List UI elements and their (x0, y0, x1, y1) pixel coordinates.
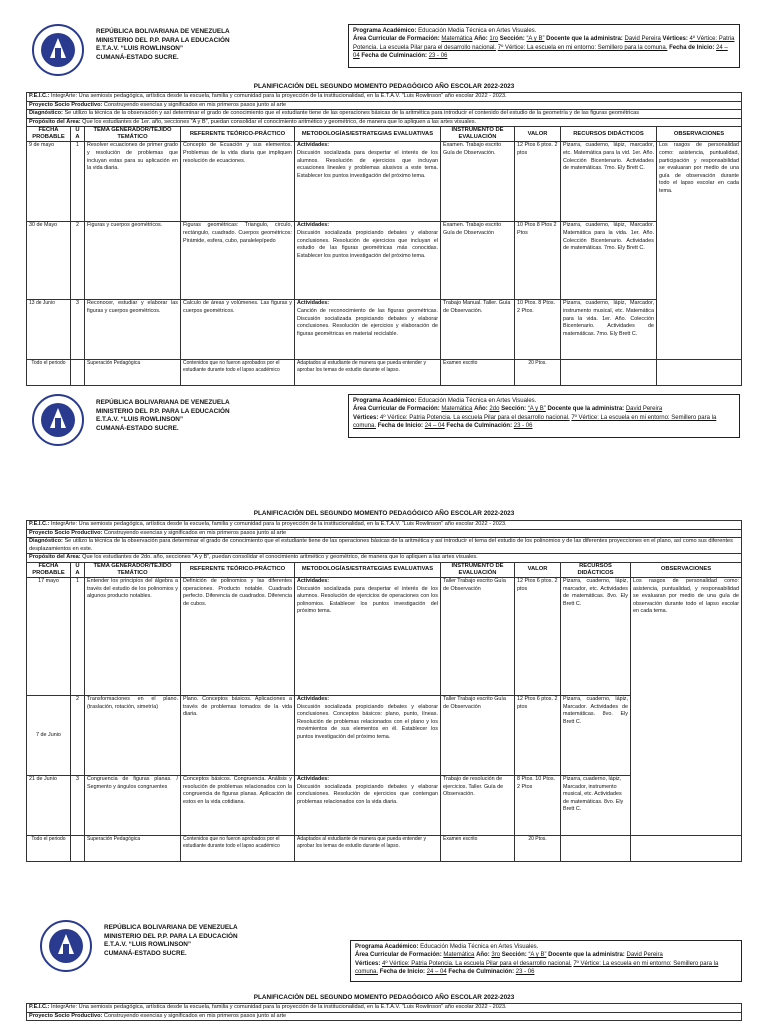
table-row (27, 93, 742, 102)
peic-label: P.E.I.C.: (29, 93, 50, 99)
table-row (27, 521, 742, 530)
table-row (27, 118, 742, 127)
sheet1-rows-0-ua: 1 (71, 142, 85, 222)
sheet1-rows-1-fecha: 30 de Mayo (27, 222, 71, 300)
header-vertex4: 4º Vértice: Patria Potencia. La escuela Pilar para el desarrollo nacional. (380, 414, 570, 421)
columns-ua: U A (71, 562, 85, 577)
psp-value: Construyendo esencias y significados en mis primeros pasos junto al arte (103, 101, 287, 108)
header-institution-2: E.T.A.V. “LUIS ROWLINSON” (104, 941, 192, 949)
sheet1-rows-3-inst: Examen escrito (441, 360, 515, 386)
table-row (27, 538, 742, 554)
header-section-value: “A y B” (527, 406, 546, 413)
header-institution-2: E.T.A.V. “LUIS ROWLINSON” (96, 416, 184, 424)
sheet2-rows-3-inst: Examen escrito (441, 835, 515, 861)
sheet2-rows-0-tema: Entender los principios del álgebra a través del estudio de los polinomios y algunos producto notables. (85, 577, 181, 695)
header-start-value: 24 – 04 (426, 969, 447, 976)
sheet1-rows-1-rec: Pizarra, cuaderno, lápiz, Marcador. Matemática para la vida. 1er. Año. Colección Bicentenario. Actividades de matemáticas. 7mo. Ely Brett C. (561, 222, 657, 300)
institution-line-1: REPÚBLICA BOLIVARIANA DE VENEZUELA (96, 28, 230, 35)
sheet1-rows-2-ref: Calculo de áreas y volúmenes. Las figuras y cuerpos geométricos. (181, 300, 295, 360)
header-institution-3: CUMANÁ-ESTADO SUCRE. (96, 424, 179, 432)
sheet2-rows-2-tema: Congruencia de figuras planas. / Segmento y ángulos congruentes (85, 775, 181, 835)
sheet3-year: 3ro (491, 952, 501, 959)
table-cell (295, 577, 441, 695)
header-vertices-label: Vértices: (662, 36, 688, 43)
columns-tema: TEMA GENERADOR/TEJIDO TEMÁTICO (85, 127, 181, 142)
header-area-value: Matemática (443, 952, 475, 959)
columns-tema: TEMA GENERADOR/TEJIDO TEMÁTICO (85, 562, 181, 577)
peic-value: IntegrArte: Una semiosis pedagógica, artística desde la escuela, familia y comunidad para la proyección de la institucionalidad, en la E.T.A.V. “Luis Rowlinson” año escolar 2022 - 2023. (50, 93, 507, 99)
sheet2-rows-0-met: Discusión socializada para despertar el interés de los alumnos. Resolución de ejercicios de operaciones con los polinomios. Establecer los puntos investigación del próximo tema. (297, 585, 438, 615)
table-cell (27, 101, 742, 110)
sheet2-rows-3-met: Adaptados al estudiante de manera que pueda entender y aprobar los temas de estudio durante el lapso. (295, 835, 441, 861)
plan-table-2 (26, 520, 742, 862)
institution-line-3: E.T.A.V. “LUIS ROWLINSON” (96, 45, 184, 53)
table-cell (27, 110, 742, 119)
institution-block (96, 399, 230, 433)
psp-value: Construyendo esencias y significados en mis primeros pasos junto al arte (103, 529, 287, 536)
table-cell (27, 554, 742, 563)
sheet1-rows-0-valor: 12 Ptos 6 ptos. 2 ptos (515, 142, 561, 222)
columns-ref: REFERENTE TEÓRICO-PRÁCTICO (181, 562, 295, 577)
sheet2-rows-2-met: Discusión socializada propiciando debates y elaborar conclusiones. Resolución de ejercicios que contengan problemas relacionados con la vida diaria. (297, 783, 438, 805)
header-program-value: Educación Media Técnica en Artes Visuales. (418, 28, 537, 34)
sheet2-rows-3-fecha: Todo el periodo (27, 835, 71, 861)
header-program-value: Educación Media Técnica en Artes Visuales. (420, 944, 539, 950)
table-row (27, 554, 742, 563)
sheet1-rows-0-tema: Resolver ecuaciones de primer grado y resolución de problemas que incluyan estas para su aplicación en la vida diaria. (85, 142, 181, 222)
institution-block (104, 924, 238, 958)
header-teacher-label: Docente que la administra: (548, 952, 625, 959)
header-institution-0: REPÚBLICA BOLIVARIANA DE VENEZUELA (96, 399, 230, 406)
program-box (348, 394, 740, 438)
columns-valor: VALOR (515, 127, 561, 142)
sheet2-rows-2-rec: Pizarra, cuaderno, lápiz, Marcador, instrumento musical, etc. Actividades de matemáticas. 8vo. Ely Brett C. (561, 775, 631, 835)
sheet2-rows-2-ref: Conceptos básicos. Congruencia. Análisis y resolución de problemas relacionados con la congruencia de figuras planas. Aplicación de estos en la vida cotidiana. (181, 775, 295, 835)
columns-obs: OBSERVACIONES (631, 562, 742, 577)
columns-met: METODOLOGÍAS/ESTRATEGIAS EVALUATIVAS (295, 562, 441, 577)
header-area-value: Matemática (441, 406, 473, 413)
header-end-label: Fecha de Culminación: (446, 423, 513, 430)
columns-fecha: FECHA PROBABLE (27, 562, 71, 577)
actividades-label: Actividades: (297, 695, 330, 702)
institution-block (96, 28, 230, 62)
sheet2-rows-1-tema: Transformaciones en el plano. (traslación, rotación, simetría) (85, 695, 181, 775)
header-section-value: “A y B” (526, 36, 545, 43)
columns-inst: INSTRUMENTO DE EVALUACIÓN (441, 562, 515, 577)
sheet2-rows-3-ref: Contenidos que no fueron aprobados por el estudiante durante todo el lapso académico (181, 835, 295, 861)
table-cell (27, 1012, 742, 1021)
header-institution-0: REPÚBLICA BOLIVARIANA DE VENEZUELA (104, 924, 238, 931)
header-vertex4: 4º Vértice: Patria Potencia. La escuela Pilar para el desarrollo nacional. (382, 960, 572, 967)
header-program-value: Educación Media Técnica en Artes Visuales. (418, 398, 537, 404)
diag-label: Diagnóstico: (29, 538, 63, 545)
sheet1-rows-3-ref: Contenidos que no fueron aprobados por el estudiante durante todo el lapso académico (181, 360, 295, 386)
sheet1-rows-3-fecha: Todo el periodo (27, 360, 71, 386)
header-area-label: Área Curricular de Formación: (353, 406, 440, 413)
header-end-label: Fecha de Culminación: (361, 53, 428, 60)
actividades-label: Actividades: (297, 577, 330, 584)
header-end-label: Fecha de Culminación: (448, 969, 515, 976)
header-start-label: Fecha de Inicio: (377, 423, 424, 430)
sheet2-rows-2-ua: 3 (71, 775, 85, 835)
school-logo-icon (40, 920, 92, 972)
table-cell (27, 521, 742, 530)
header-end-value: 23 - 06 (513, 423, 533, 430)
sheet1-rows-3-tema: Superación Pedagógica (85, 360, 181, 386)
header-section-value: “A y B” (528, 952, 547, 959)
sheet1-rows-0-ref: Concepto de Ecuación y sus elementos. Problemas de la vida diaria que impliquen resolución de ecuaciones. (181, 142, 295, 222)
table-row (27, 360, 742, 386)
sheet1-rows-1-ua: 2 (71, 222, 85, 300)
table-row (27, 1004, 742, 1013)
header-institution-3: CUMANÁ-ESTADO SUCRE. (104, 949, 187, 957)
sheet2-rows-0-ua: 1 (71, 577, 85, 695)
sheet2-rows-0-inst: Taller Trabajo escrito Guía de Observación (441, 577, 515, 695)
header-start-label: Fecha de Inicio: (379, 969, 426, 976)
sheet2-rows-0-valor: 12 Ptos 6 ptos. 2 ptos (515, 577, 561, 695)
sheet1-rows-1-met: Discusión socializada propiciando debates y elaborar conclusiones. Resolución de ejercicios que incluyan el estudio de las figuras geométricas más conocidas. Establecer los puntos investigación del próximo tema. (297, 229, 438, 259)
header-start-label: Fecha de Inicio: (669, 44, 715, 51)
table-row (27, 101, 742, 110)
sheet2-rows-3-valor: 20 Ptos. (515, 835, 561, 861)
columns-inst: INSTRUMENTO DE EVALUACIÓN (441, 127, 515, 142)
table-cell (295, 142, 441, 222)
header-teacher-label: Docente que la administra: (547, 406, 625, 413)
header-program-label: Programa Académico: (355, 944, 419, 950)
sheet1-rows-3-rec (561, 360, 657, 386)
table-cell (27, 93, 742, 102)
sheet2-rows-3-obs (631, 835, 742, 861)
header-vertex7: 7º Vértice: La escuela en mi entorno: Semillero para la comuna. (497, 44, 668, 51)
table-row (27, 142, 742, 222)
table-row (27, 110, 742, 119)
sheet2-rows-1-ref: Plano. Conceptos básicos. Aplicaciones a través de problemas tomados de la vida diaria. (181, 695, 295, 775)
header-start-value: 24 – 04 (353, 44, 728, 60)
sheet2-rows-1-ua: 2 (71, 695, 85, 775)
peic-value: IntegrArte: Una semiosis pedagógica, artística desde la escuela, familia y comunidad para la proyección de la institucionalidad, en la E.T.A.V. “Luis Rowlinson” año escolar 2022 - 2023. (50, 1004, 507, 1010)
sheet2-rows-2-valor: 8 Ptos. 10 Ptos. 2 Ptos (515, 775, 561, 835)
table-cell (27, 118, 742, 127)
actividades-label: Actividades: (297, 222, 330, 229)
table-row (27, 222, 742, 300)
psp-value: Construyendo esencias y significados en mis primeros pasos junto al arte (103, 1012, 287, 1019)
actividades-label: Actividades: (297, 142, 330, 149)
sheet2-rows-1-rec: Pizarra, cuaderno, lápiz, Marcador. Actividades de matemáticas. 8vo. Ely Brett C. (561, 695, 631, 775)
sheet2-rows-1-fecha: 7 de Junio (27, 695, 71, 775)
sheet1-rows-3-met: Adaptados al estudiante de manera que pueda entender y aprobar los temas de estudio durante el lapso. (295, 360, 441, 386)
table-cell (295, 775, 441, 835)
table-cell (295, 222, 441, 300)
sheet1-rows-2-rec: Pizarra, cuaderno, lápiz, Marcador, instrumento musical, etc. Matemática para la vida. 1er. Año. Colección Bicentenario. Actividades de matemáticas. 7mo. Ely Brett C. (561, 300, 657, 360)
peic-value: IntegrArte: Una semiosis pedagógica, artística desde la escuela, familia y comunidad para la proyección de la institucionalidad, en la E.T.A.V. “Luis Rowlinson” año escolar 2022 - 2023. (50, 521, 507, 527)
sheet1-rows-3-valor: 20 Ptos. (515, 360, 561, 386)
table-cell (27, 1004, 742, 1013)
header-end-value: 23 - 06 (428, 53, 448, 60)
sheet1-diagnosis: Se utilizo la técnica de la observación y así determinar el grado de conocimiento que el estudiante tiene de las operaciones básicas de la aritmética para introducir el contenido del estudio de la geometría y de las figuras geométricas (64, 110, 640, 117)
sheet1-rows-2-tema: Reconocer, estudiar y elaborar las figuras y cuerpos geométricos. (85, 300, 181, 360)
sheet1-rows-0-met: Discusión socializada para despertar el interés de los alumnos. Resolución de ejercicios que incluyan ecuaciones lineales y problemas alusivos a este tema. Establecer los puntos investigación del próximo tema. (297, 149, 438, 179)
header-end-value: 23 - 06 (515, 969, 535, 976)
plan-table-3 (26, 1003, 742, 1021)
table-row (27, 529, 742, 538)
header-program-label: Programa Académico: (353, 398, 417, 404)
sheet1-year: 1ro (489, 36, 499, 43)
sheet1-purpose: Que los estudiantes de 1er. año, secciones “A y B”, puedan consolidar el conocimiento aritmético y geométrico, de manera que lo apliquen a las artes visuales. (82, 118, 477, 125)
header-area-value: Matemática (441, 36, 473, 43)
header-vertex7: 7º Vértice: La escuela en mi entorno: Semillero para la comuna. (353, 414, 717, 430)
columns-obs: OBSERVACIONES (657, 127, 742, 142)
sheet1-rows-2-fecha: 13 de Junio (27, 300, 71, 360)
psp-label: Proyecto Socio Productivo: (29, 101, 103, 108)
sheet2-rows-1-met: Discusión socializada propiciando debates y elaborar conclusiones. Conceptos básicos: plano, punto, líneas. Resolución de problemas relacionados con el plano y los movimientos de sus elementos en él. Establecer los puntos investigación del próximo tema. (297, 703, 438, 740)
columns-ref: REFERENTE TEÓRICO-PRÁCTICO (181, 127, 295, 142)
psp-label: Proyecto Socio Productivo: (29, 1012, 103, 1019)
peic-label: P.E.I.C.: (29, 1004, 50, 1010)
sheet2-rows-0-fecha: 17 mayo (27, 577, 71, 695)
table-cell (295, 300, 441, 360)
header-teacher-value: David Pereira (625, 406, 663, 413)
columns-ua: U A (71, 127, 85, 142)
sheet1-rows-3-obs (657, 360, 742, 386)
header-year-label: Año: (476, 952, 490, 959)
sheet1-rows-0-rec: Pizarra, cuaderno, lápiz, marcador, etc. Matemática para la vid. 1er. Año. Colección Bicentenario. Actividades de matemáticas. 7mo. Ely Brett C. (561, 142, 657, 222)
sheet2-rows-3-rec (561, 835, 631, 861)
table-row (27, 835, 742, 861)
table-header-row (27, 562, 742, 577)
school-logo-icon (32, 394, 84, 446)
table-cell (27, 529, 742, 538)
header-area-label: Área Curricular de Formación: (353, 36, 440, 43)
header-vertices-label: Vértices: (355, 960, 381, 967)
sheet1-rows-0-obs: Los rasgos de personalidad como: asistencia, puntualidad, participación y responsabilidad se evaluaran por medio de una guía de observación durante todo el lapso escolar en cada tema. (657, 142, 742, 360)
sheet2-rows-3-tema: Superación Pedagógica (85, 835, 181, 861)
header-teacher-value: David Pereira (624, 36, 661, 43)
sheet2-rows-0-rec: Pizarra, cuaderno, lápiz, marcador, etc. Actividades de matemáticas. 8vo. Ely Brett C. (561, 577, 631, 695)
table-row (27, 1012, 742, 1021)
sheet2-rows-1-inst: Taller Trabajo escrito Guía de Observación (441, 695, 515, 775)
program-box (348, 24, 740, 68)
actividades-label: Actividades: (297, 775, 330, 782)
header-institution-1: MINISTERIO DEL P.P. PARA LA EDUCACIÓN (96, 407, 230, 415)
header-year-label: Año: (474, 36, 488, 43)
sheet2-rows-0-ref: Definición de polinomios y las diferentes operaciones. Producto notable. Cuadrado perfecto. Diferencia de cuadrados. Diferencia de cubos. (181, 577, 295, 695)
header-section-label: Sección: (499, 36, 525, 43)
actividades-label: Actividades: (297, 300, 330, 307)
header-program-label: Programa Académico: (353, 28, 417, 34)
diag-label: Diagnóstico: (29, 110, 63, 117)
columns-valor: VALOR (515, 562, 561, 577)
header-start-value: 24 – 04 (424, 423, 445, 430)
header-section-label: Sección: (501, 952, 527, 959)
table-cell (295, 695, 441, 775)
sheet1-rows-2-inst: Trabajo Manual. Taller. Guía de Observación. (441, 300, 515, 360)
header-vertex7: 7º Vértice: La escuela en mi entorno: Semillero para la comuna. (355, 960, 719, 976)
plan-title: PLANIFICACIÓN DEL SEGUNDO MOMENTO PEDAGÓGICO AÑO ESCOLAR 2022-2023 (253, 83, 515, 90)
columns-fecha: FECHA PROBABLE (27, 127, 71, 142)
header-institution-1: MINISTERIO DEL P.P. PARA LA EDUCACIÓN (104, 932, 238, 940)
sheet2-year: 2do (489, 406, 500, 413)
sheet1-rows-1-valor: 10 Ptos 8 Ptos 2 Ptos (515, 222, 561, 300)
table-header-row (27, 127, 742, 142)
purpose-label: Propósito del Área: (29, 554, 81, 561)
sheet2-rows-0-obs: Los rasgos de personalidad como: asistencia, puntualidad, y responsabilidad se evaluaran por medio de una guía de observación durante todo el lapso escolar en cada tema. (631, 577, 742, 835)
sheet1-rows-1-tema: Figuras y cuerpos geométricos. (85, 222, 181, 300)
peic-label: P.E.I.C.: (29, 521, 50, 527)
institution-line-4: CUMANÁ-ESTADO SUCRE. (96, 53, 179, 61)
header-vertices-label: Vértices: (353, 414, 379, 421)
institution-line-2: MINISTERIO DEL P.P. PARA LA EDUCACIÓN (96, 36, 230, 44)
header-teacher-value: David Pereira (626, 952, 663, 959)
sheet1-rows-3-ua (71, 360, 85, 386)
table-row (27, 300, 742, 360)
sheet1-rows-2-ua: 3 (71, 300, 85, 360)
sheet1-rows-0-inst: Examen. Trabajo escrito Guía de Observación. (441, 142, 515, 222)
sheet1-rows-2-met: Canción de reconocimiento de las figuras geométricas. Discusión socializada propiciando debates y elaborar conclusiones. Resolución de ejercicios y elaboración de figuras geométricas en material reciclable. (297, 307, 438, 337)
plan-title: PLANIFICACIÓN DEL SEGUNDO MOMENTO PEDAGÓGICO AÑO ESCOLAR 2022-2023 (253, 510, 515, 517)
columns-rec: RECURSOS DIDÁCTICOS (561, 127, 657, 142)
purpose-label: Propósito del Área: (29, 118, 81, 125)
sheet1-rows-1-inst: Examen. Trabajo escrito Guía de Observación (441, 222, 515, 300)
header-teacher-label: Docente que la administra: (546, 36, 623, 43)
sheet2-rows-2-inst: Trabajo de resolución de ejercicios. Taller. Guía de Observación. (441, 775, 515, 835)
header-vertex4: 4º Vértice: Patria Potencia. La escuela Pilar para el desarrollo nacional. (353, 36, 735, 51)
header-section-label: Sección: (501, 406, 527, 413)
header-year-label: Año: (474, 406, 488, 413)
columns-met: METODOLOGÍAS/ESTRATEGIAS EVALUATIVAS (295, 127, 441, 142)
school-logo-icon (32, 24, 84, 76)
program-box (350, 940, 742, 982)
table-row (27, 577, 742, 695)
header-area-label: Área Curricular de Formación: (355, 952, 442, 959)
table-cell (27, 538, 742, 554)
sheet2-diagnosis: Se utilizo la técnica de la observación para determinar el grado de conocimiento que el estudiante tiene de las operaciones básicas de la aritmética y así introducir el tema del estudio de los polinomios y de las diferentes proyecciones en el plano, así como sus diferentes desplazamientos en este. (29, 538, 733, 552)
plan-table-1 (26, 92, 742, 386)
sheet1-rows-1-ref: Figuras geométricas: Triangulo, circulo, rectángulo, cuadrado. Cuerpos geométricos: Pirámide, esfera, cubo, paralelepípedo (181, 222, 295, 300)
sheet2-rows-2-fecha: 21 de Junio (27, 775, 71, 835)
psp-label: Proyecto Socio Productivo: (29, 529, 103, 536)
sheet2-rows-3-ua (71, 835, 85, 861)
sheet2-rows-1-valor: 12 Ptos 6 ptos. 2 ptos (515, 695, 561, 775)
sheet2-purpose: Que los estudiantes de 2do. año, secciones “A y B”, puedan consolidar el conocimiento aritmético y geométrico, de manera que lo apliquen a las artes visuales. (82, 554, 478, 561)
plan-title: PLANIFICACIÓN DEL SEGUNDO MOMENTO PEDAGÓGICO AÑO ESCOLAR 2022-2023 (253, 994, 515, 1001)
columns-rec: RECURSOS DIDÁCTICOS (561, 562, 631, 577)
sheet1-rows-2-valor: 10 Ptos. 8 Ptos. 2 Ptos. (515, 300, 561, 360)
sheet1-rows-0-fecha: 9 de mayo (27, 142, 71, 222)
